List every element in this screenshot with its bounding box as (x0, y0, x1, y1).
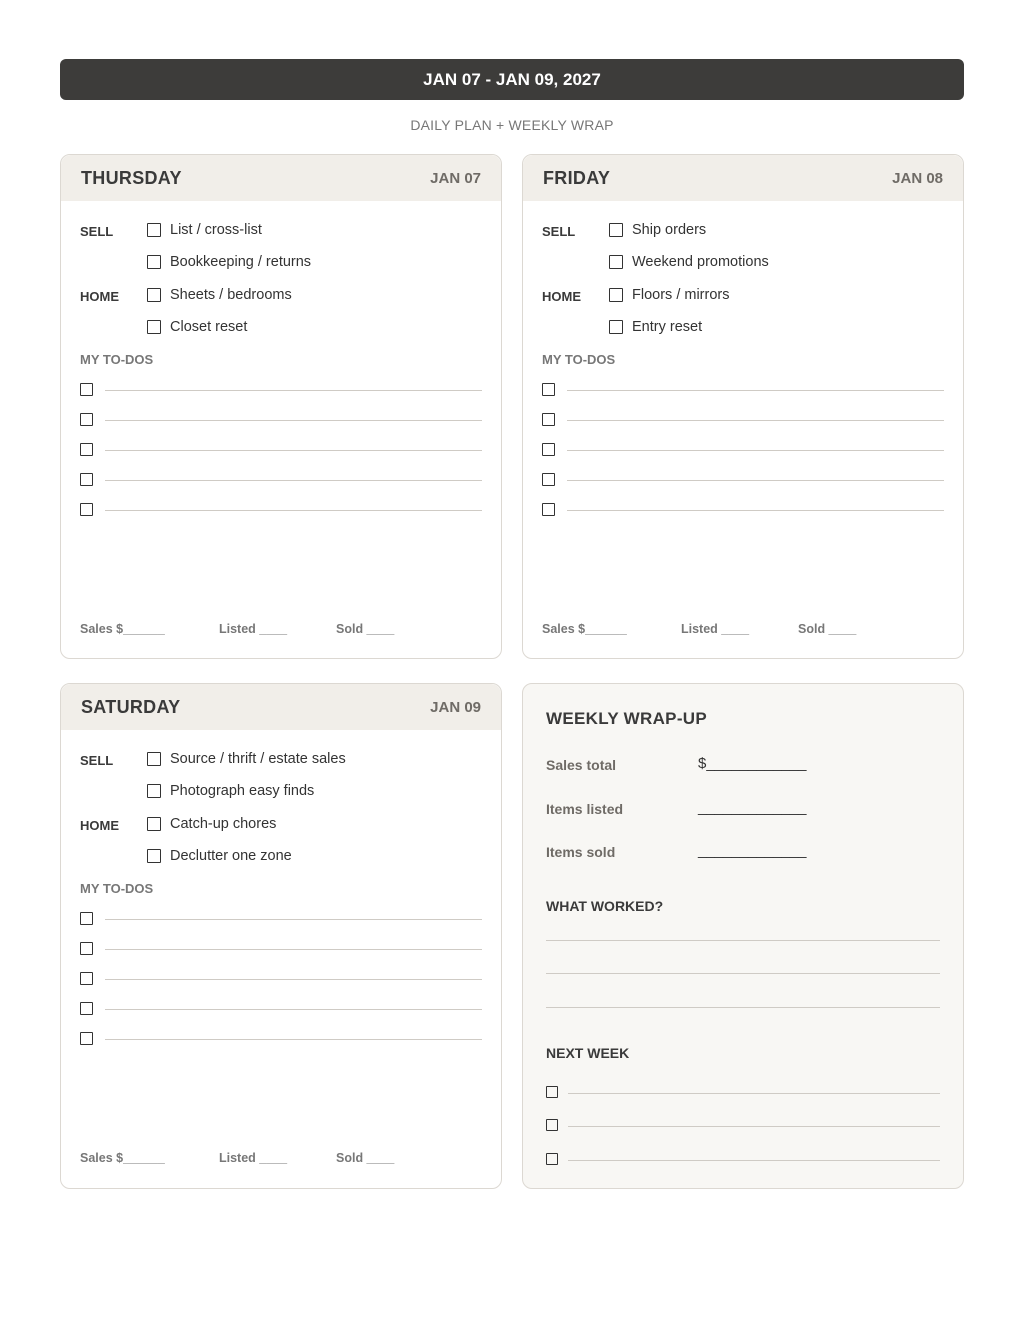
task-row (80, 783, 482, 805)
todo-line[interactable] (567, 420, 944, 421)
next-week-line[interactable] (568, 1093, 940, 1094)
task-checkbox[interactable] (609, 255, 623, 269)
todo-line[interactable] (105, 919, 482, 920)
task-row (542, 222, 944, 244)
date-range-title: JAN 07 - JAN 09, 2027 (423, 69, 601, 89)
todo-row (80, 942, 482, 956)
todo-line[interactable] (105, 949, 482, 950)
task-label: Ship orders (632, 222, 707, 238)
task-row (80, 287, 482, 309)
weekly-wrap-card (522, 683, 964, 1189)
day-card-header (523, 155, 963, 201)
todo-checkbox[interactable] (542, 383, 555, 396)
todo-row (80, 503, 482, 517)
day-card-friday (522, 154, 964, 659)
todo-checkbox[interactable] (80, 383, 93, 396)
task-checkbox[interactable] (147, 223, 161, 237)
todo-row (80, 443, 482, 457)
next-week-row (546, 1086, 940, 1099)
day-card-header (61, 684, 501, 730)
listed-stat[interactable]: Listed ____ (219, 1151, 288, 1165)
todo-line[interactable] (105, 480, 482, 481)
day-card-thursday (60, 154, 502, 659)
task-label: Weekend promotions (632, 254, 769, 270)
todo-line[interactable] (105, 450, 482, 451)
todo-line[interactable] (105, 979, 482, 980)
day-card-header (61, 155, 501, 201)
day-name: THURSDAY (81, 167, 182, 188)
home-label: HOME (80, 289, 119, 304)
todo-checkbox[interactable] (80, 473, 93, 486)
todo-line[interactable] (105, 420, 482, 421)
task-checkbox[interactable] (609, 320, 623, 334)
what-worked-line[interactable] (546, 1007, 940, 1008)
task-row (80, 848, 482, 870)
date-range-header (60, 59, 964, 100)
todos-label: MY TO-DOS (542, 352, 616, 367)
next-week-line[interactable] (568, 1126, 940, 1127)
todos-label: MY TO-DOS (80, 352, 154, 367)
todo-row (80, 912, 482, 926)
task-label: Declutter one zone (170, 848, 292, 864)
items-sold-label: Items sold (546, 844, 616, 860)
todo-line[interactable] (105, 1039, 482, 1040)
todo-checkbox[interactable] (542, 443, 555, 456)
task-label: Floors / mirrors (632, 287, 730, 303)
next-week-checkbox[interactable] (546, 1153, 558, 1165)
todo-row (542, 413, 944, 427)
sell-label: SELL (80, 224, 114, 239)
todo-line[interactable] (105, 390, 482, 391)
task-label: Sheets / bedrooms (170, 287, 292, 303)
page-subtitle: DAILY PLAN + WEEKLY WRAP (410, 117, 614, 133)
next-week-checkbox[interactable] (546, 1119, 558, 1131)
todos-label: MY TO-DOS (80, 881, 154, 896)
day-name: FRIDAY (543, 167, 611, 188)
todo-row (80, 1002, 482, 1016)
sales-total-label: Sales total (546, 757, 617, 773)
next-week-checkbox[interactable] (546, 1086, 558, 1098)
todo-checkbox[interactable] (80, 942, 93, 955)
todo-row (542, 383, 944, 397)
what-worked-line[interactable] (546, 940, 940, 941)
listed-stat[interactable]: Listed ____ (219, 622, 288, 636)
task-row (80, 751, 482, 773)
task-label: Bookkeeping / returns (170, 254, 312, 270)
todo-checkbox[interactable] (542, 413, 555, 426)
task-checkbox[interactable] (147, 849, 161, 863)
todo-checkbox[interactable] (80, 1032, 93, 1045)
todo-checkbox[interactable] (542, 503, 555, 516)
sales-stat[interactable]: Sales $______ (80, 1151, 165, 1165)
next-week-label: NEXT WEEK (546, 1045, 630, 1061)
todo-line[interactable] (567, 390, 944, 391)
task-checkbox[interactable] (147, 784, 161, 798)
next-week-row (546, 1119, 940, 1132)
next-week-row (546, 1153, 940, 1166)
task-label: Entry reset (632, 319, 703, 335)
wrap-title: WEEKLY WRAP-UP (546, 709, 707, 728)
task-label: Closet reset (170, 319, 248, 335)
task-label: List / cross-list (170, 222, 262, 238)
task-row (80, 319, 482, 341)
listed-stat[interactable]: Listed ____ (681, 622, 750, 636)
task-checkbox[interactable] (147, 288, 161, 302)
todo-checkbox[interactable] (80, 443, 93, 456)
todo-checkbox[interactable] (80, 413, 93, 426)
sell-label: SELL (80, 753, 114, 768)
what-worked-label: WHAT WORKED? (546, 898, 664, 914)
task-checkbox[interactable] (609, 223, 623, 237)
sold-stat[interactable]: Sold ____ (798, 622, 857, 636)
task-row (80, 816, 482, 838)
items-sold-field[interactable]: _____________ (698, 842, 807, 859)
task-label: Source / thrift / estate sales (170, 751, 346, 767)
items-listed-label: Items listed (546, 801, 624, 817)
task-row (80, 254, 482, 276)
task-row (542, 287, 944, 309)
todo-line[interactable] (105, 510, 482, 511)
todo-line[interactable] (567, 510, 944, 511)
todo-row (80, 473, 482, 487)
items-listed-field[interactable]: _____________ (698, 799, 807, 816)
task-checkbox[interactable] (147, 817, 161, 831)
todo-row (542, 503, 944, 517)
sales-total-field[interactable]: $____________ (698, 755, 807, 772)
todo-row (542, 473, 944, 487)
todo-row (80, 383, 482, 397)
todo-row (542, 443, 944, 457)
todo-checkbox[interactable] (80, 503, 93, 516)
todo-checkbox[interactable] (80, 972, 93, 985)
sold-stat[interactable]: Sold ____ (336, 1151, 395, 1165)
home-label: HOME (542, 289, 581, 304)
day-date: JAN 08 (892, 169, 943, 187)
task-label: Catch-up chores (170, 816, 277, 832)
todo-checkbox[interactable] (80, 1002, 93, 1015)
todo-line[interactable] (567, 450, 944, 451)
task-row (80, 222, 482, 244)
sell-label: SELL (542, 224, 576, 239)
todo-checkbox[interactable] (542, 473, 555, 486)
home-label: HOME (80, 818, 119, 833)
next-week-line[interactable] (568, 1160, 940, 1161)
sold-stat[interactable]: Sold ____ (336, 622, 395, 636)
sales-stat[interactable]: Sales $______ (80, 622, 165, 636)
day-name: SATURDAY (81, 696, 181, 717)
task-checkbox[interactable] (147, 752, 161, 766)
task-row (542, 319, 944, 341)
sales-stat[interactable]: Sales $______ (542, 622, 627, 636)
task-checkbox[interactable] (147, 320, 161, 334)
task-row (542, 254, 944, 276)
todo-row (80, 1032, 482, 1046)
day-date: JAN 07 (430, 169, 481, 187)
task-checkbox[interactable] (609, 288, 623, 302)
task-checkbox[interactable] (147, 255, 161, 269)
task-label: Photograph easy finds (170, 783, 315, 799)
todo-row (80, 413, 482, 427)
todo-line[interactable] (105, 1009, 482, 1010)
todo-row (80, 972, 482, 986)
what-worked-line[interactable] (546, 973, 940, 974)
todo-checkbox[interactable] (80, 912, 93, 925)
todo-line[interactable] (567, 480, 944, 481)
day-card-saturday (60, 683, 502, 1189)
day-date: JAN 09 (430, 698, 481, 716)
